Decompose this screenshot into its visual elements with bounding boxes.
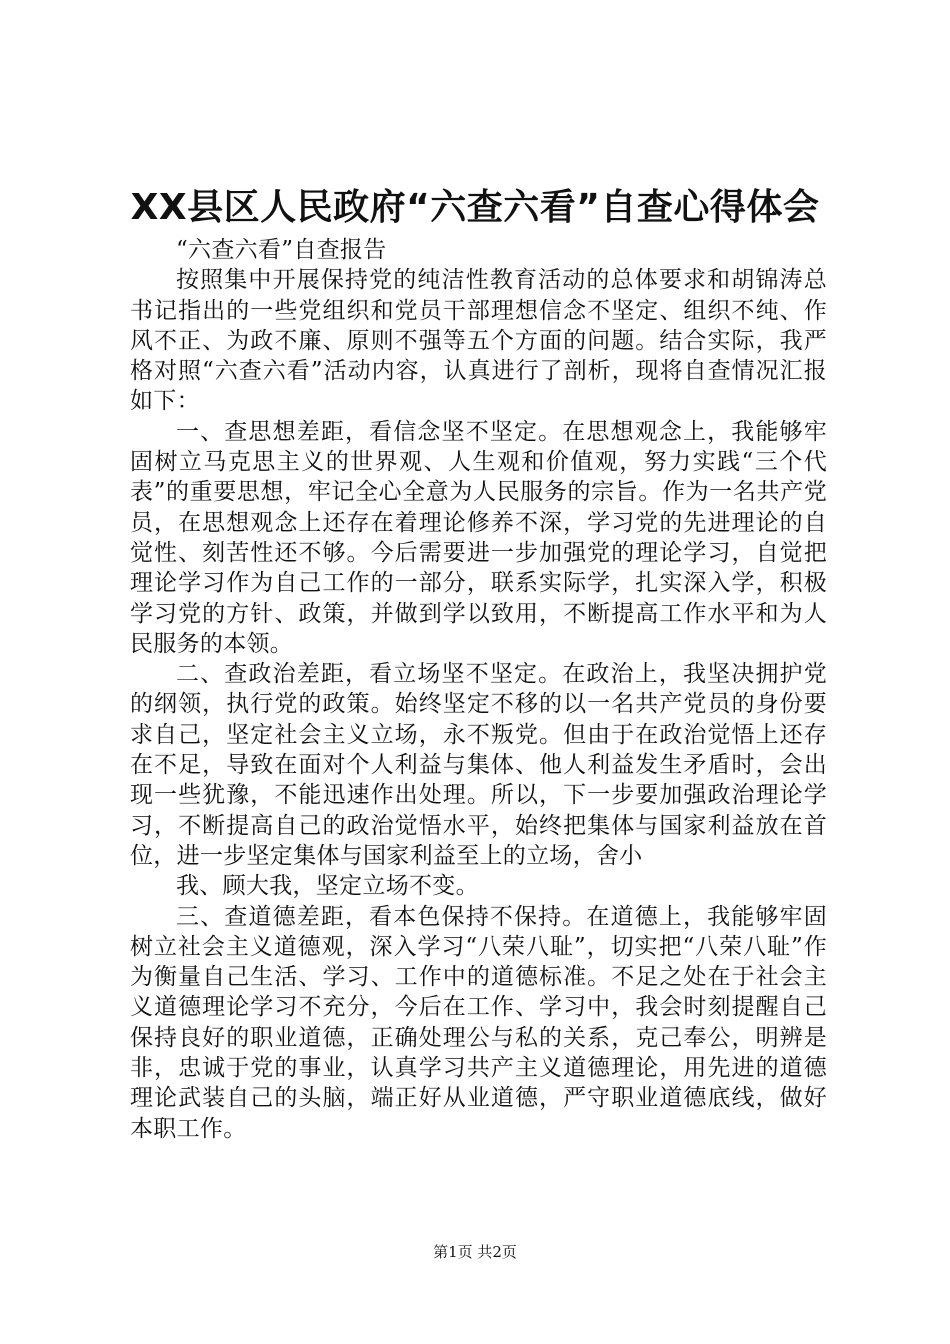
report-subtitle: “六查六看”自查报告 — [176, 237, 387, 263]
section-morality-paragraph: 三、查道德差距，看本色保持不保持。在道德上，我能够牢固树立社会主义道德观，深入学习“八荣八耻”，切实把“八荣八耻”作为衡量自己生活、学习、工作中的道德标准。不足之处在于社会主义道德理论学习不充分，今后在工作、学习中，我会时刻提醒自己保持良好的职业道德，正确处理公与私的关系，克己奉公，明辨是非，忠诚于党的事业，认真学习共产主义道德理论，用先进的道德理论武装自己的头脑，端正好从业道德，严守职业道德底线，做好本职工作。 — [130, 903, 827, 1142]
document-body — [130, 235, 827, 1144]
section-thought-paragraph: 一、查思想差距，看信念坚不坚定。在思想观念上，我能够牢固树立马克思主义的世界观、人生观和价值观，努力实践“三个代表”的重要思想，牢记全心全意为人民服务的宗旨。作为一名共产党员，在思想观念上还存在着理论修养不深，学习党的先进理论的自觉性、刻苦性还不够。今后需要进一步加强党的理论学习，自觉把理论学习作为自己工作的一部分，联系实际学，扎实深入学，积极学习党的方针、政策，并做到学以致用，不断提高工作水平和为人民服务的本领。 — [130, 418, 827, 657]
intro-paragraph: 按照集中开展保持党的纯洁性教育活动的总体要求和胡锦涛总书记指出的一些党组织和党员干部理想信念不坚定、组织不纯、作风不正、为政不廉、原则不强等五个方面的问题。结合实际，我严格对照“六查六看”活动内容，认真进行了剖析，现将自查情况汇报如下： — [130, 267, 827, 415]
page-indicator: 第1页 共2页 — [433, 1243, 517, 1261]
document-title: XX县区人民政府“六查六看”自查心得体会 — [130, 187, 820, 228]
section-politics-paragraph: 二、查政治差距，看立场坚不坚定。在政治上，我坚决拥护党的纲领，执行党的政策。始终坚定不移的以一名共产党员的身份要求自己，坚定社会主义立场，永不叛党。但由于在政治觉悟上还存在不足，导致在面对个人利益与集体、他人利益发生矛盾时，会出现一些犹豫，不能迅速作出处理。所以，下一步要加强政治理论学习，不断提高自己的政治觉悟水平，始终把集体与国家利益放在首位，进一步坚定集体与国家利益至上的立场，舍小 — [130, 661, 827, 869]
section-politics-continuation: 我、顾大我，坚定立场不变。 — [176, 873, 479, 900]
